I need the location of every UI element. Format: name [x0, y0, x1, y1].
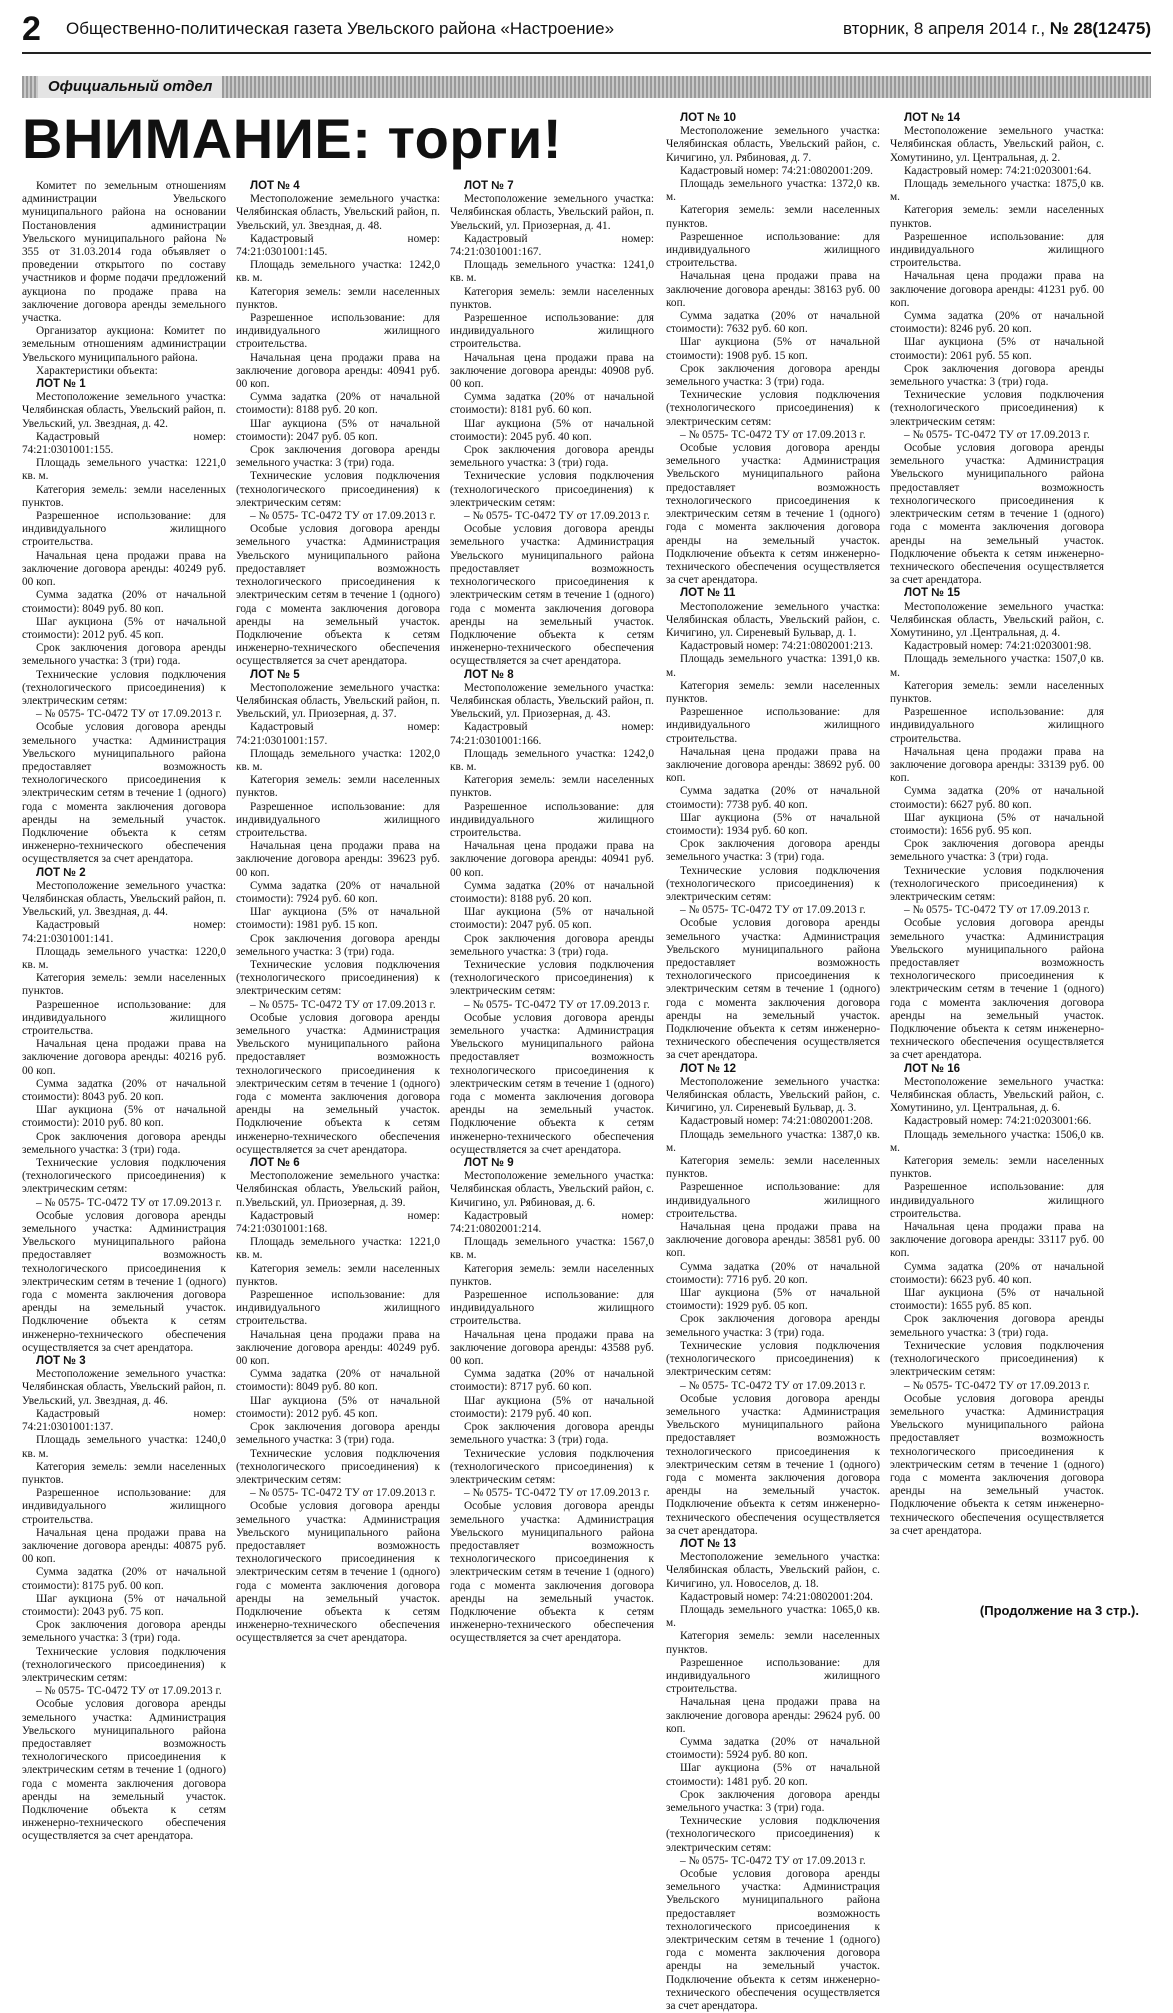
column-5: [890, 112, 1104, 1580]
lot-area: Площадь земельного участка: 1202,0 кв. м.: [236, 747, 440, 773]
lot-land-category: Категория земель: земли населенных пунктов.: [890, 1155, 1104, 1181]
lot-auction-step: Шаг аукциона (5% от начальной стоимости): 1655 руб. 85 коп.: [890, 1287, 1104, 1313]
lot-deposit: Сумма задатка (20% от начальной стоимости): 5924 руб. 80 коп.: [666, 1735, 880, 1762]
lot-cadastral-number: Кадастровый номер: 74:21:0203001:66.: [904, 1115, 1092, 1128]
lot-location: Местоположение земельного участка: Челябинская область, Увельский район, п. Увельский, ул. Приозерная, д. 37.: [236, 681, 440, 721]
lot-cadastral-number: Кадастровый номер: 74:21:0301001:145.: [236, 232, 440, 259]
lot-land-category: Категория земель: земли населенных пунктов.: [236, 285, 440, 311]
lot-special-conditions: Особые условия договора аренды земельного участка: Администрация Увельского муниципального района предоставляет возможность технологического присоединения к электрическим сетям в течение 1 (одного) года с момента заключения договора аренды на земельный участок. Подключение объекта к сетям инженерно-технического обеспечения осуществляется за счет арендатора.: [666, 1868, 880, 2013]
lot-permitted-use: Разрешенное использование: для индивидуального жилищного строительства.: [236, 1289, 440, 1328]
lot-location: Местоположение земельного участка: Челябинская область, Увельский район, с. Кичигино, ул. Рябиновая, д. 7.: [666, 125, 880, 164]
lot-lease-term: Срок заключения договора аренды земельного участка: 3 (три) года.: [666, 838, 880, 864]
lot-start-price: Начальная цена продажи права на заключение договора аренды: 38692 руб. 00 коп.: [666, 745, 880, 785]
lot-location: Местоположение земельного участка: Челябинская область, Увельский район, с. Кичигино, ул. Новоселов, д. 18.: [666, 1551, 880, 1590]
lot-tu-number: – № 0575- ТС-0472 ТУ от 17.09.2013 г.: [904, 428, 1090, 441]
lot-auction-step: Шаг аукциона (5% от начальной стоимости): 1908 руб. 15 коп.: [666, 336, 880, 362]
lot-special-conditions: Особые условия договора аренды земельного участка: Администрация Увельского муниципального района предоставляет возможность технологического присоединения к электрическим сетям в течение 1 (одного) года с момента заключения договора аренды на земельный участок. Подключение объекта к сетям инженерно-технического обеспечения осуществляется за счет арендатора.: [666, 1392, 880, 1537]
lot-area: Площадь земельного участка: 1391,0 кв. м.: [666, 653, 880, 679]
lot-location: Местоположение земельного участка: Челябинская область, Увельский район, с. Кичигино, ул. Сиреневый Бульвар, д. 3.: [666, 1075, 880, 1115]
lot-tu-number: – № 0575- ТС-0472 ТУ от 17.09.2013 г.: [36, 1685, 222, 1698]
lot-technical-conditions: Технические условия подключения (технологического присоединения) к электрическим сетям:: [22, 1645, 226, 1684]
lot-permitted-use: Разрешенное использование: для индивидуального жилищного строительства.: [666, 230, 880, 270]
lot-deposit: Сумма задатка (20% от начальной стоимости): 8049 руб. 80 коп.: [236, 1368, 440, 1394]
lot-block: [22, 378, 226, 867]
lot-area: Площадь земельного участка: 1242,0 кв. м.: [450, 747, 654, 773]
lot-technical-conditions: Технические условия подключения (технологического присоединения) к электрическим сетям:: [236, 958, 440, 998]
lot-block: [666, 112, 880, 587]
lot-area: Площадь земельного участка: 1506,0 кв. м.: [890, 1128, 1104, 1154]
column-3: [450, 180, 654, 1645]
lot-start-price: Начальная цена продажи права на заключение договора аренды: 41231 руб. 00 коп.: [890, 270, 1104, 309]
lot-cadastral-number: Кадастровый номер: 74:21:0802001:213.: [680, 640, 873, 653]
lot-title: ЛОТ № 3: [36, 1355, 86, 1368]
lot-auction-step: Шаг аукциона (5% от начальной стоимости): 2012 руб. 45 коп.: [236, 1394, 440, 1420]
lot-technical-conditions: Технические условия подключения (технологического присоединения) к электрическим сетям:: [450, 958, 654, 998]
lot-block: [450, 669, 654, 1158]
lot-cadastral-number: Кадастровый номер: 74:21:0203001:98.: [904, 640, 1092, 653]
intro-paragraph: Комитет по земельным отношениям администрации Увельского муниципального района на основании Постановления администрации Увельского муниципального района № 355 от 31.03.2014 года объявляет о проведении открытого по составу участников и форме подачи предложений аукциона по продаже права на заключение договора аренды земельного участка.: [22, 180, 226, 325]
lot-area: Площадь земельного участка: 1387,0 кв. м.: [666, 1128, 880, 1154]
lot-block: [666, 1538, 880, 2013]
lot-special-conditions: Особые условия договора аренды земельного участка: Администрация Увельского муниципального района предоставляет возможность технологического присоединения к электрическим сетям в течение 1 (одного) года с момента заключения договора аренды на земельный участок. Подключение объекта к сетям инженерно-технического обеспечения осуществляется за счет арендатора.: [890, 442, 1104, 587]
lot-special-conditions: Особые условия договора аренды земельного участка: Администрация Увельского муниципального района предоставляет возможность технологического присоединения к электрическим сетям в течение 1 (одного) года с момента заключения договора аренды на земельный участок. Подключение объекта к сетям инженерно-технического обеспечения осуществляется за счет арендатора.: [22, 1209, 226, 1354]
lot-area: Площадь земельного участка: 1242,0 кв. м.: [236, 259, 440, 285]
lot-deposit: Сумма задатка (20% от начальной стоимости): 8043 руб. 20 коп.: [22, 1077, 226, 1104]
section-label: Официальный отдел: [38, 76, 222, 98]
lot-cadastral-number: Кадастровый номер: 74:21:0203001:64.: [904, 164, 1092, 177]
lot-start-price: Начальная цена продажи права на заключение договора аренды: 40941 руб. 00 коп.: [450, 840, 654, 879]
lot-start-price: Начальная цена продажи права на заключение договора аренды: 29624 руб. 00 коп.: [666, 1696, 880, 1735]
lot-tu-number: – № 0575- ТС-0472 ТУ от 17.09.2013 г.: [680, 1379, 866, 1392]
lot-technical-conditions: Технические условия подключения (технологического присоединения) к электрическим сетям:: [666, 1339, 880, 1379]
lot-land-category: Категория земель: земли населенных пунктов.: [666, 1155, 880, 1181]
lot-lease-term: Срок заключения договора аренды земельного участка: 3 (три) года.: [666, 1313, 880, 1339]
lot-lease-term: Срок заключения договора аренды земельного участка: 3 (три) года.: [236, 1421, 440, 1447]
lot-area: Площадь земельного участка: 1221,0 кв. м.: [236, 1236, 440, 1262]
lot-tu-number: – № 0575- ТС-0472 ТУ от 17.09.2013 г.: [680, 904, 866, 917]
lot-cadastral-number: Кадастровый номер: 74:21:0802001:204.: [680, 1590, 873, 1603]
lot-tu-number: – № 0575- ТС-0472 ТУ от 17.09.2013 г.: [464, 1487, 650, 1500]
lot-tu-number: – № 0575- ТС-0472 ТУ от 17.09.2013 г.: [250, 1487, 436, 1500]
lot-tu-number: – № 0575- ТС-0472 ТУ от 17.09.2013 г.: [250, 998, 436, 1011]
lot-block: [450, 1157, 654, 1646]
lot-technical-conditions: Технические условия подключения (технологического присоединения) к электрическим сетям:: [236, 1447, 440, 1486]
lot-title: ЛОТ № 15: [904, 587, 961, 600]
lot-special-conditions: Особые условия договора аренды земельного участка: Администрация Увельского муниципального района предоставляет возможность технологического присоединения к электрическим сетям в течение 1 (одного) года с момента заключения договора аренды на земельный участок. Подключение объекта к сетям инженерно-технического обеспечения осуществляется за счет арендатора.: [450, 523, 654, 668]
lot-permitted-use: Разрешенное использование: для индивидуального жилищного строительства.: [666, 1181, 880, 1220]
lot-title: ЛОТ № 4: [250, 180, 300, 192]
lot-block: [666, 1063, 880, 1538]
lot-block: [22, 1355, 226, 1844]
lot-auction-step: Шаг аукциона (5% от начальной стоимости): 2012 руб. 45 коп.: [22, 615, 226, 641]
lot-auction-step: Шаг аукциона (5% от начальной стоимости): 2043 руб. 75 коп.: [22, 1592, 226, 1618]
lot-title: ЛОТ № 8: [464, 668, 514, 681]
lot-title: ЛОТ № 7: [464, 180, 514, 192]
lot-deposit: Сумма задатка (20% от начальной стоимости): 8181 руб. 60 коп.: [450, 391, 654, 417]
lot-auction-step: Шаг аукциона (5% от начальной стоимости): 2045 руб. 40 коп.: [450, 417, 654, 443]
lot-technical-conditions: Технические условия подключения (технологического присоединения) к электрическим сетям:: [666, 389, 880, 428]
lot-auction-step: Шаг аукциона (5% от начальной стоимости): 2010 руб. 80 коп.: [22, 1104, 226, 1130]
lot-technical-conditions: Технические условия подключения (технологического присоединения) к электрическим сетям:: [890, 864, 1104, 903]
lot-location: Местоположение земельного участка: Челябинская область, Увельский район, п. Увельский, ул. Звездная, д. 46.: [22, 1368, 226, 1407]
lot-title: ЛОТ № 16: [904, 1062, 961, 1075]
lot-special-conditions: Особые условия договора аренды земельного участка: Администрация Увельского муниципального района предоставляет возможность технологического присоединения к электрическим сетям в течение 1 (одного) года с момента заключения договора аренды на земельный участок. Подключение объекта к сетям инженерно-технического обеспечения осуществляется за счет арендатора.: [666, 442, 880, 587]
lot-deposit: Сумма задатка (20% от начальной стоимости): 8049 руб. 80 коп.: [22, 589, 226, 615]
lot-special-conditions: Особые условия договора аренды земельного участка: Администрация Увельского муниципального района предоставляет возможность технологического присоединения к электрическим сетям в течение 1 (одного) года с момента заключения договора аренды на земельный участок. Подключение объекта к сетям инженерно-технического обеспечения осуществляется за счет арендатора.: [666, 917, 880, 1062]
lot-area: Площадь земельного участка: 1221,0 кв. м.: [22, 457, 226, 483]
lot-start-price: Начальная цена продажи права на заключение договора аренды: 40875 руб. 00 коп.: [22, 1526, 226, 1566]
lot-deposit: Сумма задатка (20% от начальной стоимости): 8188 руб. 20 коп.: [450, 879, 654, 905]
lot-land-category: Категория земель: земли населенных пунктов.: [22, 972, 226, 998]
column-4: [666, 112, 880, 2013]
lot-permitted-use: Разрешенное использование: для индивидуального жилищного строительства.: [450, 312, 654, 351]
lot-technical-conditions: Технические условия подключения (технологического присоединения) к электрическим сетям:: [890, 1339, 1104, 1379]
lot-auction-step: Шаг аукциона (5% от начальной стоимости): 1981 руб. 15 коп.: [236, 906, 440, 932]
lot-permitted-use: Разрешенное использование: для индивидуального жилищного строительства.: [22, 1487, 226, 1526]
lot-land-category: Категория земель: земли населенных пунктов.: [450, 285, 654, 311]
lot-special-conditions: Особые условия договора аренды земельного участка: Администрация Увельского муниципального района предоставляет возможность технологического присоединения к электрическим сетям в течение 1 (одного) года с момента заключения договора аренды на земельный участок. Подключение объекта к сетям инженерно-технического обеспечения осуществляется за счет арендатора.: [236, 1011, 440, 1156]
lot-start-price: Начальная цена продажи права на заключение договора аренды: 40216 руб. 00 коп.: [22, 1038, 226, 1077]
lot-auction-step: Шаг аукциона (5% от начальной стоимости): 1656 руб. 95 коп.: [890, 811, 1104, 837]
lot-land-category: Категория земель: земли населенных пунктов.: [236, 1262, 440, 1288]
lot-lease-term: Срок заключения договора аренды земельного участка: 3 (три) года.: [22, 642, 226, 668]
column-2: [236, 180, 440, 1645]
issue-info: [843, 19, 1151, 39]
lot-land-category: Категория земель: земли населенных пунктов.: [450, 1262, 654, 1288]
lot-location: Местоположение земельного участка: Челябинская область, Увельский район, п. Увельский, ул. Звездная, д. 42.: [22, 391, 226, 430]
lot-lease-term: Срок заключения договора аренды земельного участка: 3 (три) года.: [236, 444, 440, 470]
lot-start-price: Начальная цена продажи права на заключение договора аренды: 38163 руб. 00 коп.: [666, 270, 880, 309]
lot-land-category: Категория земель: земли населенных пунктов.: [666, 204, 880, 230]
lot-title: ЛОТ № 6: [250, 1157, 300, 1170]
lot-lease-term: Срок заключения договора аренды земельного участка: 3 (три) года.: [450, 1421, 654, 1447]
lot-area: Площадь земельного участка: 1220,0 кв. м.: [22, 945, 226, 971]
headline: ВНИМАНИЕ: торги!: [22, 107, 562, 170]
lot-location: Местоположение земельного участка: Челябинская область, Увельский район, с. Хомутинино, ул .Центральная, д. 4.: [890, 600, 1104, 639]
lot-lease-term: Срок заключения договора аренды земельного участка: 3 (три) года.: [666, 1788, 880, 1814]
lot-auction-step: Шаг аукциона (5% от начальной стоимости): 1929 руб. 05 коп.: [666, 1287, 880, 1313]
lot-area: Площадь земельного участка: 1241,0 кв. м.: [450, 259, 654, 285]
lot-permitted-use: Разрешенное использование: для индивидуального жилищного строительства.: [22, 510, 226, 549]
lot-special-conditions: Особые условия договора аренды земельного участка: Администрация Увельского муниципального района предоставляет возможность технологического присоединения к электрическим сетям в течение 1 (одного) года с момента заключения договора аренды на земельный участок. Подключение объекта к сетям инженерно-технического обеспечения осуществляется за счет арендатора.: [22, 1698, 226, 1843]
lot-technical-conditions: Технические условия подключения (технологического присоединения) к электрическим сетям:: [22, 668, 226, 707]
lot-block: [890, 1063, 1104, 1538]
lot-auction-step: Шаг аукциона (5% от начальной стоимости): 2047 руб. 05 коп.: [450, 906, 654, 932]
lot-location: Местоположение земельного участка: Челябинская область, Увельский район, п. Увельский, ул. Приозерная, д. 41.: [450, 193, 654, 232]
lot-tu-number: – № 0575- ТС-0472 ТУ от 17.09.2013 г.: [904, 1379, 1090, 1392]
lot-location: Местоположение земельного участка: Челябинская область, Увельский район, с. Хомутинино, ул. Центральная, д. 2.: [890, 125, 1104, 164]
lot-special-conditions: Особые условия договора аренды земельного участка: Администрация Увельского муниципального района предоставляет возможность технологического присоединения к электрическим сетям в течение 1 (одного) года с момента заключения договора аренды на земельный участок. Подключение объекта к сетям инженерно-технического обеспечения осуществляется за счет арендатора.: [22, 721, 226, 866]
lot-cadastral-number: Кадастровый номер: 74:21:0301001:168.: [236, 1209, 440, 1236]
lot-area: Площадь земельного участка: 1372,0 кв. м.: [666, 178, 880, 204]
lot-start-price: Начальная цена продажи права на заключение договора аренды: 33139 руб. 00 коп.: [890, 745, 1104, 785]
lot-location: Местоположение земельного участка: Челябинская область, Увельский район, п.Увельский, ул. Приозерная, д. 39.: [236, 1170, 440, 1209]
lot-technical-conditions: Технические условия подключения (технологического присоединения) к электрическим сетям:: [666, 1815, 880, 1854]
lot-title: ЛОТ № 1: [36, 378, 86, 391]
lot-lease-term: Срок заключения договора аренды земельного участка: 3 (три) года.: [450, 444, 654, 470]
lot-start-price: Начальная цена продажи права на заключение договора аренды: 40941 руб. 00 коп.: [236, 351, 440, 391]
lot-title: ЛОТ № 12: [680, 1062, 737, 1075]
lot-start-price: Начальная цена продажи права на заключение договора аренды: 40249 руб. 00 коп.: [22, 549, 226, 589]
lot-location: Местоположение земельного участка: Челябинская область, Увельский район, с. Хомутинино, ул. Центральная, д. 6.: [890, 1075, 1104, 1115]
lot-special-conditions: Особые условия договора аренды земельного участка: Администрация Увельского муниципального района предоставляет возможность технологического присоединения к электрическим сетям в течение 1 (одного) года с момента заключения договора аренды на земельный участок. Подключение объекта к сетям инженерно-технического обеспечения осуществляется за счет арендатора.: [890, 917, 1104, 1062]
lot-permitted-use: Разрешенное использование: для индивидуального жилищного строительства.: [450, 800, 654, 839]
lot-cadastral-number: Кадастровый номер: 74:21:0301001:166.: [450, 721, 654, 747]
lot-start-price: Начальная цена продажи права на заключение договора аренды: 39623 руб. 00 коп.: [236, 840, 440, 879]
lot-cadastral-number: Кадастровый номер: 74:21:0301001:137.: [22, 1407, 226, 1434]
lot-lease-term: Срок заключения договора аренды земельного участка: 3 (три) года.: [890, 362, 1104, 389]
lot-permitted-use: Разрешенное использование: для индивидуального жилищного строительства.: [890, 1181, 1104, 1220]
lot-title: ЛОТ № 10: [680, 112, 737, 124]
lot-deposit: Сумма задатка (20% от начальной стоимости): 8175 руб. 00 коп.: [22, 1566, 226, 1592]
lot-lease-term: Срок заключения договора аренды земельного участка: 3 (три) года.: [666, 362, 880, 389]
lot-title: ЛОТ № 13: [680, 1537, 737, 1550]
lot-permitted-use: Разрешенное использование: для индивидуального жилищного строительства.: [666, 1656, 880, 1696]
lot-area: Площадь земельного участка: 1875,0 кв. м.: [890, 178, 1104, 204]
lot-area: Площадь земельного участка: 1567,0 кв. м.: [450, 1236, 654, 1262]
lot-special-conditions: Особые условия договора аренды земельного участка: Администрация Увельского муниципального района предоставляет возможность технологического присоединения к электрическим сетям в течение 1 (одного) года с момента заключения договора аренды на земельный участок. Подключение объекта к сетям инженерно-технического обеспечения осуществляется за счет арендатора.: [450, 1500, 654, 1645]
lot-start-price: Начальная цена продажи права на заключение договора аренды: 38581 руб. 00 коп.: [666, 1221, 880, 1260]
lot-cadastral-number: Кадастровый номер: 74:21:0301001:157.: [236, 721, 440, 747]
lot-land-category: Категория земель: земли населенных пунктов.: [22, 483, 226, 509]
lot-start-price: Начальная цена продажи права на заключение договора аренды: 43588 руб. 00 коп.: [450, 1328, 654, 1368]
lot-lease-term: Срок заключения договора аренды земельного участка: 3 (три) года.: [890, 838, 1104, 864]
paper-title: Общественно-политическая газета Увельского района «Настроение»: [66, 19, 615, 38]
lot-technical-conditions: Технические условия подключения (технологического присоединения) к электрическим сетям:: [22, 1157, 226, 1196]
lot-cadastral-number: Кадастровый номер: 74:21:0301001:141.: [22, 919, 226, 945]
lot-auction-step: Шаг аукциона (5% от начальной стоимости): 2047 руб. 05 коп.: [236, 417, 440, 443]
lot-block: [236, 1157, 440, 1646]
lot-tu-number: – № 0575- ТС-0472 ТУ от 17.09.2013 г.: [250, 510, 436, 523]
lot-deposit: Сумма задатка (20% от начальной стоимости): 7924 руб. 60 коп.: [236, 879, 440, 905]
lot-land-category: Категория земель: земли населенных пунктов.: [666, 1630, 880, 1656]
lot-title: ЛОТ № 9: [464, 1157, 514, 1170]
lot-auction-step: Шаг аукциона (5% от начальной стоимости): 1481 руб. 20 коп.: [666, 1762, 880, 1788]
lot-technical-conditions: Технические условия подключения (технологического присоединения) к электрическим сетям:: [450, 470, 654, 509]
lot-area: Площадь земельного участка: 1240,0 кв. м.: [22, 1434, 226, 1460]
lot-technical-conditions: Технические условия подключения (технологического присоединения) к электрическим сетям:: [236, 470, 440, 509]
lot-block: [236, 180, 440, 669]
page-number: 2: [22, 9, 41, 48]
lot-block: [890, 587, 1104, 1062]
lot-lease-term: Срок заключения договора аренды земельного участка: 3 (три) года.: [450, 932, 654, 958]
lot-land-category: Категория земель: земли населенных пунктов.: [890, 679, 1104, 705]
lot-start-price: Начальная цена продажи права на заключение договора аренды: 40908 руб. 00 коп.: [450, 351, 654, 391]
lot-tu-number: – № 0575- ТС-0472 ТУ от 17.09.2013 г.: [680, 428, 866, 441]
lot-land-category: Категория земель: земли населенных пунктов.: [450, 774, 654, 800]
lot-tu-number: – № 0575- ТС-0472 ТУ от 17.09.2013 г.: [36, 1196, 222, 1209]
lot-lease-term: Срок заключения договора аренды земельного участка: 3 (три) года.: [890, 1313, 1104, 1339]
lot-special-conditions: Особые условия договора аренды земельного участка: Администрация Увельского муниципального района предоставляет возможность технологического присоединения к электрическим сетям в течение 1 (одного) года с момента заключения договора аренды на земельный участок. Подключение объекта к сетям инженерно-технического обеспечения осуществляется за счет арендатора.: [450, 1011, 654, 1156]
lot-title: ЛОТ № 11: [680, 587, 736, 600]
lot-permitted-use: Разрешенное использование: для индивидуального жилищного строительства.: [890, 230, 1104, 270]
lot-deposit: Сумма задатка (20% от начальной стоимости): 8717 руб. 60 коп.: [450, 1368, 654, 1394]
lot-cadastral-number: Кадастровый номер: 74:21:0802001:214.: [450, 1209, 654, 1236]
lot-tu-number: – № 0575- ТС-0472 ТУ от 17.09.2013 г.: [464, 998, 650, 1011]
issue-date: вторник, 8 апреля 2014 г.,: [843, 19, 1046, 38]
lot-technical-conditions: Технические условия подключения (технологического присоединения) к электрическим сетям:: [450, 1447, 654, 1486]
lot-deposit: Сумма задатка (20% от начальной стоимости): 6627 руб. 80 коп.: [890, 785, 1104, 811]
lot-deposit: Сумма задатка (20% от начальной стоимости): 7632 руб. 60 коп.: [666, 310, 880, 336]
lot-area: Площадь земельного участка: 1065,0 кв. м.: [666, 1603, 880, 1630]
lot-deposit: Сумма задатка (20% от начальной стоимости): 8246 руб. 20 коп.: [890, 310, 1104, 336]
section-band: [22, 76, 1151, 98]
lot-permitted-use: Разрешенное использование: для индивидуального жилищного строительства.: [236, 800, 440, 839]
lot-title: ЛОТ № 2: [36, 866, 86, 879]
intro-paragraph: Характеристики объекта:: [36, 364, 158, 377]
column-1: [22, 180, 226, 1843]
lot-block: [890, 112, 1104, 587]
lot-permitted-use: Разрешенное использование: для индивидуального жилищного строительства.: [666, 706, 880, 745]
lot-cadastral-number: Кадастровый номер: 74:21:0802001:208.: [680, 1115, 873, 1128]
lot-location: Местоположение земельного участка: Челябинская область, Увельский район, п. Увельский, ул. Звездная, д. 44.: [22, 879, 226, 919]
lot-lease-term: Срок заключения договора аренды земельного участка: 3 (три) года.: [236, 932, 440, 958]
lot-deposit: Сумма задатка (20% от начальной стоимости): 6623 руб. 40 коп.: [890, 1260, 1104, 1286]
lot-land-category: Категория земель: земли населенных пунктов.: [22, 1460, 226, 1486]
lot-special-conditions: Особые условия договора аренды земельного участка: Администрация Увельского муниципального района предоставляет возможность технологического присоединения к электрическим сетям в течение 1 (одного) года с момента заключения договора аренды на земельный участок. Подключение объекта к сетям инженерно-технического обеспечения осуществляется за счет арендатора.: [890, 1392, 1104, 1537]
lot-block: [236, 669, 440, 1158]
lot-location: Местоположение земельного участка: Челябинская область, Увельский район, с. Кичигино, ул. Сиреневый Бульвар, д. 1.: [666, 600, 880, 639]
lot-title: ЛОТ № 14: [904, 112, 961, 124]
lot-permitted-use: Разрешенное использование: для индивидуального жилищного строительства.: [450, 1289, 654, 1328]
page-header: [22, 6, 1151, 54]
lot-deposit: Сумма задатка (20% от начальной стоимости): 7738 руб. 40 коп.: [666, 785, 880, 811]
lot-auction-step: Шаг аукциона (5% от начальной стоимости): 1934 руб. 60 коп.: [666, 811, 880, 837]
lot-special-conditions: Особые условия договора аренды земельного участка: Администрация Увельского муниципального района предоставляет возможность технологического присоединения к электрическим сетям в течение 1 (одного) года с момента заключения договора аренды на земельный участок. Подключение объекта к сетям инженерно-технического обеспечения осуществляется за счет арендатора.: [236, 523, 440, 668]
lot-land-category: Категория земель: земли населенных пунктов.: [236, 774, 440, 800]
lot-location: Местоположение земельного участка: Челябинская область, Увельский район, с. Кичигино, ул. Рябиновая, д. 6.: [450, 1170, 654, 1209]
lot-cadastral-number: Кадастровый номер: 74:21:0802001:209.: [680, 164, 873, 177]
lot-deposit: Сумма задатка (20% от начальной стоимости): 8188 руб. 20 коп.: [236, 391, 440, 417]
lot-permitted-use: Разрешенное использование: для индивидуального жилищного строительства.: [236, 312, 440, 351]
lot-tu-number: – № 0575- ТС-0472 ТУ от 17.09.2013 г.: [680, 1854, 866, 1867]
lot-tu-number: – № 0575- ТС-0472 ТУ от 17.09.2013 г.: [36, 708, 222, 721]
lot-deposit: Сумма задатка (20% от начальной стоимости): 7716 руб. 20 коп.: [666, 1260, 880, 1286]
lot-special-conditions: Особые условия договора аренды земельного участка: Администрация Увельского муниципального района предоставляет возможность технологического присоединения к электрическим сетям в течение 1 (одного) года с момента заключения договора аренды на земельный участок. Подключение объекта к сетям инженерно-технического обеспечения осуществляется за счет арендатора.: [236, 1500, 440, 1645]
lot-location: Местоположение земельного участка: Челябинская область, Увельский район, п. Увельский, ул. Приозерная, д. 43.: [450, 681, 654, 721]
issue-number: № 28(12475): [1049, 19, 1151, 38]
lot-land-category: Категория земель: земли населенных пунктов.: [890, 204, 1104, 230]
intro-paragraph: Организатор аукциона: Комитет по земельным отношениям администрации Увельского муниципального района.: [22, 325, 226, 364]
lot-start-price: Начальная цена продажи права на заключение договора аренды: 40249 руб. 00 коп.: [236, 1328, 440, 1368]
lot-technical-conditions: Технические условия подключения (технологического присоединения) к электрическим сетям:: [666, 864, 880, 903]
lot-title: ЛОТ № 5: [250, 668, 300, 681]
lot-lease-term: Срок заключения договора аренды земельного участка: 3 (три) года.: [22, 1619, 226, 1645]
lot-permitted-use: Разрешенное использование: для индивидуального жилищного строительства.: [22, 998, 226, 1037]
lot-block: [666, 587, 880, 1062]
lot-block: [22, 867, 226, 1356]
lot-auction-step: Шаг аукциона (5% от начальной стоимости): 2179 руб. 40 коп.: [450, 1394, 654, 1420]
lot-cadastral-number: Кадастровый номер: 74:21:0301001:155.: [22, 430, 226, 457]
lot-lease-term: Срок заключения договора аренды земельного участка: 3 (три) года.: [22, 1130, 226, 1156]
lot-location: Местоположение земельного участка: Челябинская область, Увельский район, п. Увельский, ул. Звездная, д. 48.: [236, 193, 440, 232]
lot-start-price: Начальная цена продажи права на заключение договора аренды: 33117 руб. 00 коп.: [890, 1221, 1104, 1260]
lot-auction-step: Шаг аукциона (5% от начальной стоимости): 2061 руб. 55 коп.: [890, 336, 1104, 362]
lot-permitted-use: Разрешенное использование: для индивидуального жилищного строительства.: [890, 706, 1104, 745]
lot-tu-number: – № 0575- ТС-0472 ТУ от 17.09.2013 г.: [464, 510, 650, 523]
lot-cadastral-number: Кадастровый номер: 74:21:0301001:167.: [450, 232, 654, 259]
lot-technical-conditions: Технические условия подключения (технологического присоединения) к электрическим сетям:: [890, 389, 1104, 428]
continued-note: (Продолжение на 3 стр.).: [979, 1603, 1139, 1618]
lot-block: [450, 180, 654, 669]
lot-land-category: Категория земель: земли населенных пунктов.: [666, 679, 880, 705]
lot-area: Площадь земельного участка: 1507,0 кв. м.: [890, 653, 1104, 679]
lot-tu-number: – № 0575- ТС-0472 ТУ от 17.09.2013 г.: [904, 904, 1090, 917]
